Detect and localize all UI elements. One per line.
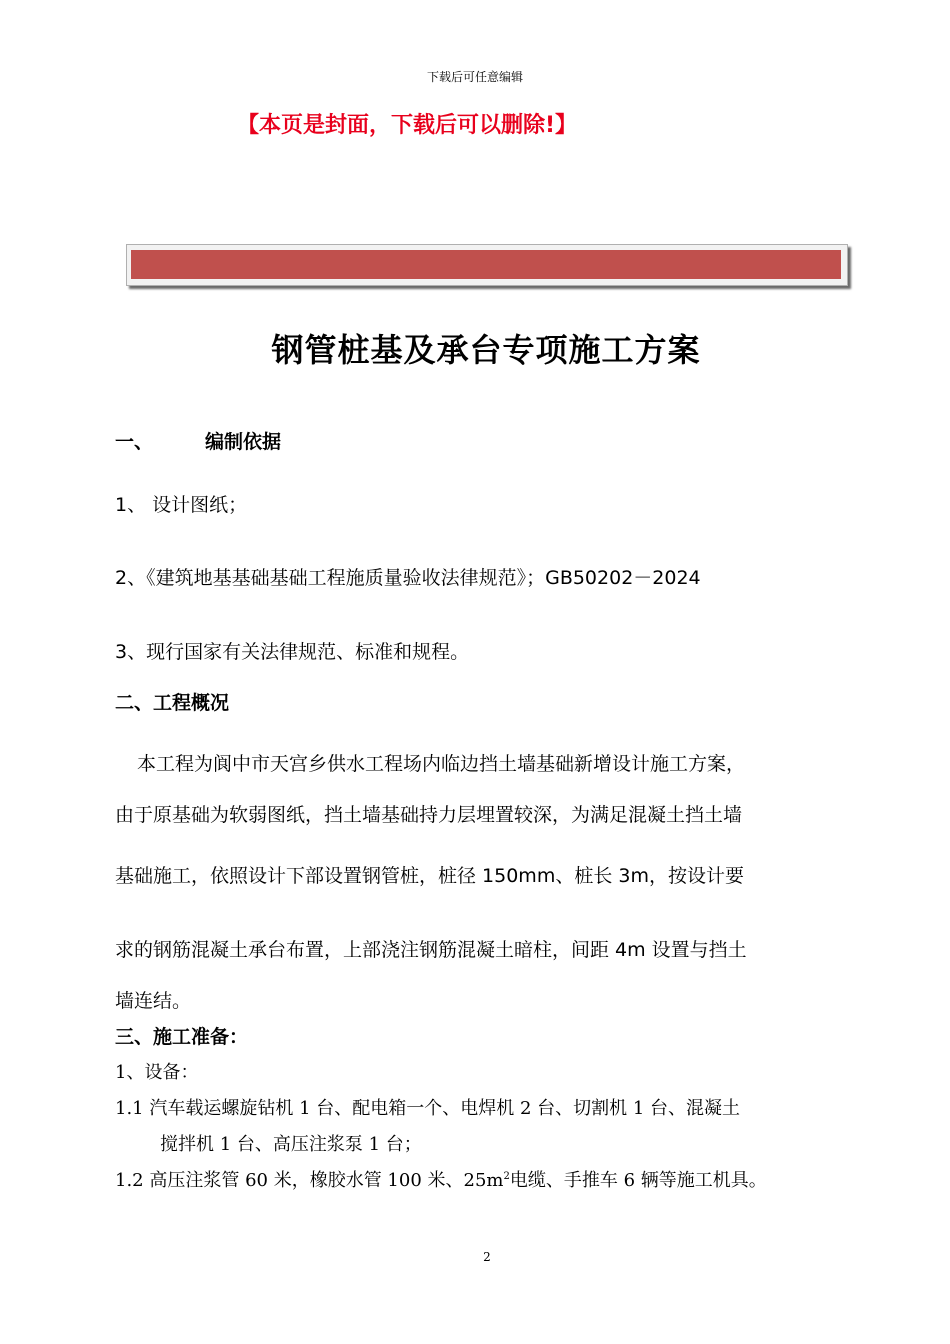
- basis-item-2: 2、《建筑地基基础基础工程施质量验收法律规范》；GB50202－2024: [115, 567, 701, 589]
- equipment-item-1-1: 1.1 汽车载运螺旋钻机 1 台、配电箱一个、电焊机 2 台、切割机 1 台、混凝土: [115, 1098, 741, 1119]
- header-note: 下载后可任意编辑: [426, 70, 523, 84]
- banner-fill: [131, 250, 841, 279]
- document-title: 钢管桩基及承台专项施工方案: [271, 331, 701, 369]
- section2-heading: 二、工程概况: [115, 692, 230, 714]
- squared-superscript: 2: [503, 1171, 510, 1182]
- item-1-2-text-end: 电缆、手推车 6 辆等施工机具。: [509, 1170, 767, 1191]
- overview-line-3: 基础施工，依照设计下部设置钢管桩，桩径 150mm、桩长 3m，按设计要: [115, 865, 744, 887]
- section1-heading: 编制依据: [205, 431, 282, 453]
- overview-line-4: 求的钢筋混凝土承台布置，上部浇注钢筋混凝土暗柱，间距 4m 设置与挡土: [115, 939, 747, 961]
- basis-item-1: 1、 设计图纸；: [115, 494, 248, 516]
- equipment-subheading: 1、设备：: [115, 1062, 199, 1083]
- cover-removal-note: 【本页是封面，下载后可以删除!】: [237, 113, 578, 138]
- equipment-item-1-2: [115, 1166, 767, 1192]
- overview-line-1: 本工程为阆中市天宫乡供水工程场内临边挡土墙基础新增设计施工方案，: [137, 753, 746, 775]
- overview-line-5: 墙连结。: [115, 990, 192, 1012]
- overview-line-2: 由于原基础为软弱图纸，挡土墙基础持力层埋置较深，为满足混凝土挡土墙: [115, 804, 743, 826]
- section3-heading: 三、施工准备：: [115, 1026, 249, 1048]
- item-1-2-text: 1.2 高压注浆管 60 米，橡胶水管 100 米、25m: [115, 1170, 504, 1191]
- page-number: 2: [483, 1250, 491, 1264]
- section1-number: 一、: [115, 431, 154, 453]
- equipment-item-1-1-continued: 搅拌机 1 台、高压注浆泵 1 台；: [160, 1134, 422, 1155]
- basis-item-3: 3、现行国家有关法律规范、标准和规程。: [115, 641, 470, 663]
- decorative-banner: [126, 244, 848, 286]
